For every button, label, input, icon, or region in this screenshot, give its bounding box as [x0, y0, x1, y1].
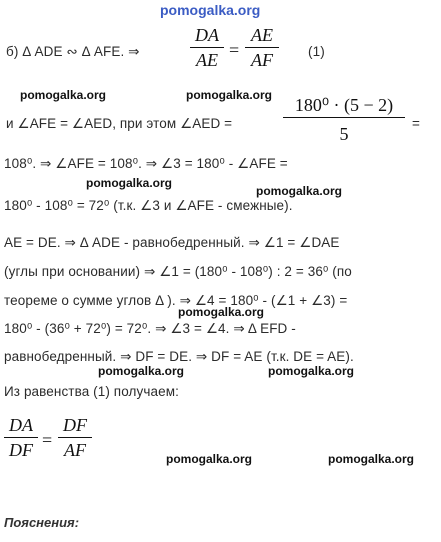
fraction-bar — [4, 437, 38, 438]
equals-sign: = — [42, 430, 53, 450]
fraction-pentagon-angle — [283, 95, 405, 144]
watermark: pomogalka.org — [178, 305, 265, 319]
watermark: pomogalka.org — [98, 364, 185, 378]
equals-sign: = — [412, 116, 420, 131]
watermark: pomogalka.org — [328, 452, 415, 466]
fraction-denominator: AF — [64, 440, 86, 460]
fraction-denominator: 5 — [339, 124, 349, 144]
fraction-da-df — [4, 415, 38, 460]
text-line: 180⁰ - 108⁰ = 72⁰ (т.к. ∠3 и ∠AFE - смежные). — [4, 198, 293, 213]
text-line: теореме о сумме углов Δ ). ⇒ ∠4 = 180⁰ - (∠1 + ∠3) = — [4, 293, 348, 308]
fraction-numerator: DA — [9, 415, 33, 435]
fraction-numerator: DF — [63, 415, 87, 435]
watermark-top: pomogalka.org — [160, 2, 261, 18]
watermark: pomogalka.org — [86, 176, 173, 190]
similarity-statement: б) Δ ADE ∾ Δ AFE. ⇒ — [6, 44, 140, 59]
fraction-bar — [58, 437, 92, 438]
fraction-df-af — [58, 415, 92, 460]
text-line: Из равенства (1) получаем: — [4, 384, 179, 399]
fraction-denominator: AE — [196, 50, 218, 70]
fraction-numerator: AE — [251, 25, 273, 45]
watermark: pomogalka.org — [186, 88, 273, 102]
equation-label: (1) — [308, 44, 325, 59]
watermark: pomogalka.org — [268, 364, 355, 378]
text-line: равнобедренный. ⇒ DF = DE. ⇒ DF = AE (т.к. DE = AE). — [4, 349, 354, 364]
fraction-bar — [245, 47, 279, 48]
watermark: pomogalka.org — [166, 452, 253, 466]
text-line: 180⁰ - (36⁰ + 72⁰) = 72⁰. ⇒ ∠3 = ∠4. ⇒ Δ EFD - — [4, 321, 296, 336]
fraction-numerator: 180⁰ · (5 − 2) — [294, 95, 394, 115]
text-line: (углы при основании) ⇒ ∠1 = (180⁰ - 108⁰) : 2 = 36⁰ (по — [4, 264, 352, 279]
fraction-denominator: DF — [9, 440, 33, 460]
fraction-denominator: AF — [251, 50, 273, 70]
fraction-bar — [190, 47, 224, 48]
fraction-ae-af — [245, 25, 279, 70]
watermark: pomogalka.org — [256, 184, 343, 198]
angle-statement: и ∠AFE = ∠AED, при этом ∠AED = — [6, 116, 233, 131]
text-line: AE = DE. ⇒ Δ ADE - равнобедренный. ⇒ ∠1 = ∠DAE — [4, 235, 340, 250]
explanations-heading: Пояснения: — [4, 515, 80, 530]
equals-sign: = — [229, 40, 240, 60]
watermark: pomogalka.org — [20, 88, 107, 102]
fraction-da-ae — [190, 25, 224, 70]
text-line: 108⁰. ⇒ ∠AFE = 108⁰. ⇒ ∠3 = 180⁰ - ∠AFE = — [4, 156, 288, 171]
fraction-numerator: DA — [195, 25, 219, 45]
fraction-bar — [283, 117, 405, 118]
